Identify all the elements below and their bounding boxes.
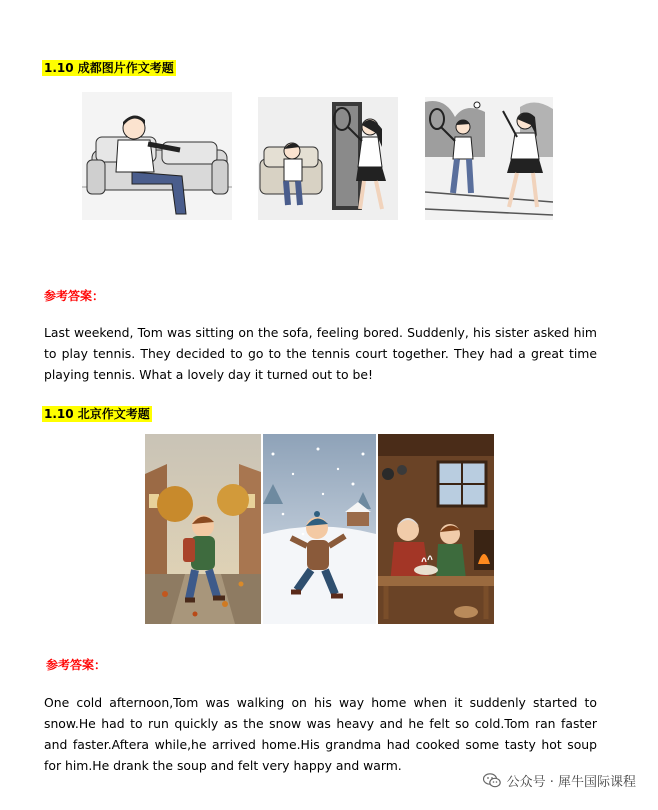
playing-tennis-illustration [425,97,553,220]
section2-title: 1.10 北京作文考题 [44,407,150,421]
section1-title: 1.10 成都图片作文考题 [44,61,174,75]
grandma-serving-soup-illustration [378,434,494,624]
boy-walking-autumn-street-illustration [145,434,261,624]
boy-on-sofa-illustration [82,92,232,220]
section2-answer-text: One cold afternoon,Tom was walking on his way home when it suddenly started to snow.He had to run quickly as the snow was heavy and he felt so cold.Tom ran faster and faster.Aftera while,he arrived home.His grandma had cooked some tasty hot soup for him.He drank the soup and felt very happy and warm. [44,695,597,773]
section1-answer-label: 参考答案： [44,289,105,303]
wechat-watermark [483,771,636,790]
wechat-icon [483,773,501,788]
sister-with-racket-illustration [258,97,398,220]
section1-answer-text: Last weekend, Tom was sitting on the sofa, feeling bored. Suddenly, his sister asked him to play tennis. They decided to go to the tennis court together. They had a great time playing tennis. What a lovely day it turned out to be! [44,325,597,382]
watermark-text: 公众号 · 犀牛国际课程 [506,775,636,790]
section2-answer-label: 参考答案： [46,658,107,672]
boy-running-in-snow-illustration [263,434,376,624]
